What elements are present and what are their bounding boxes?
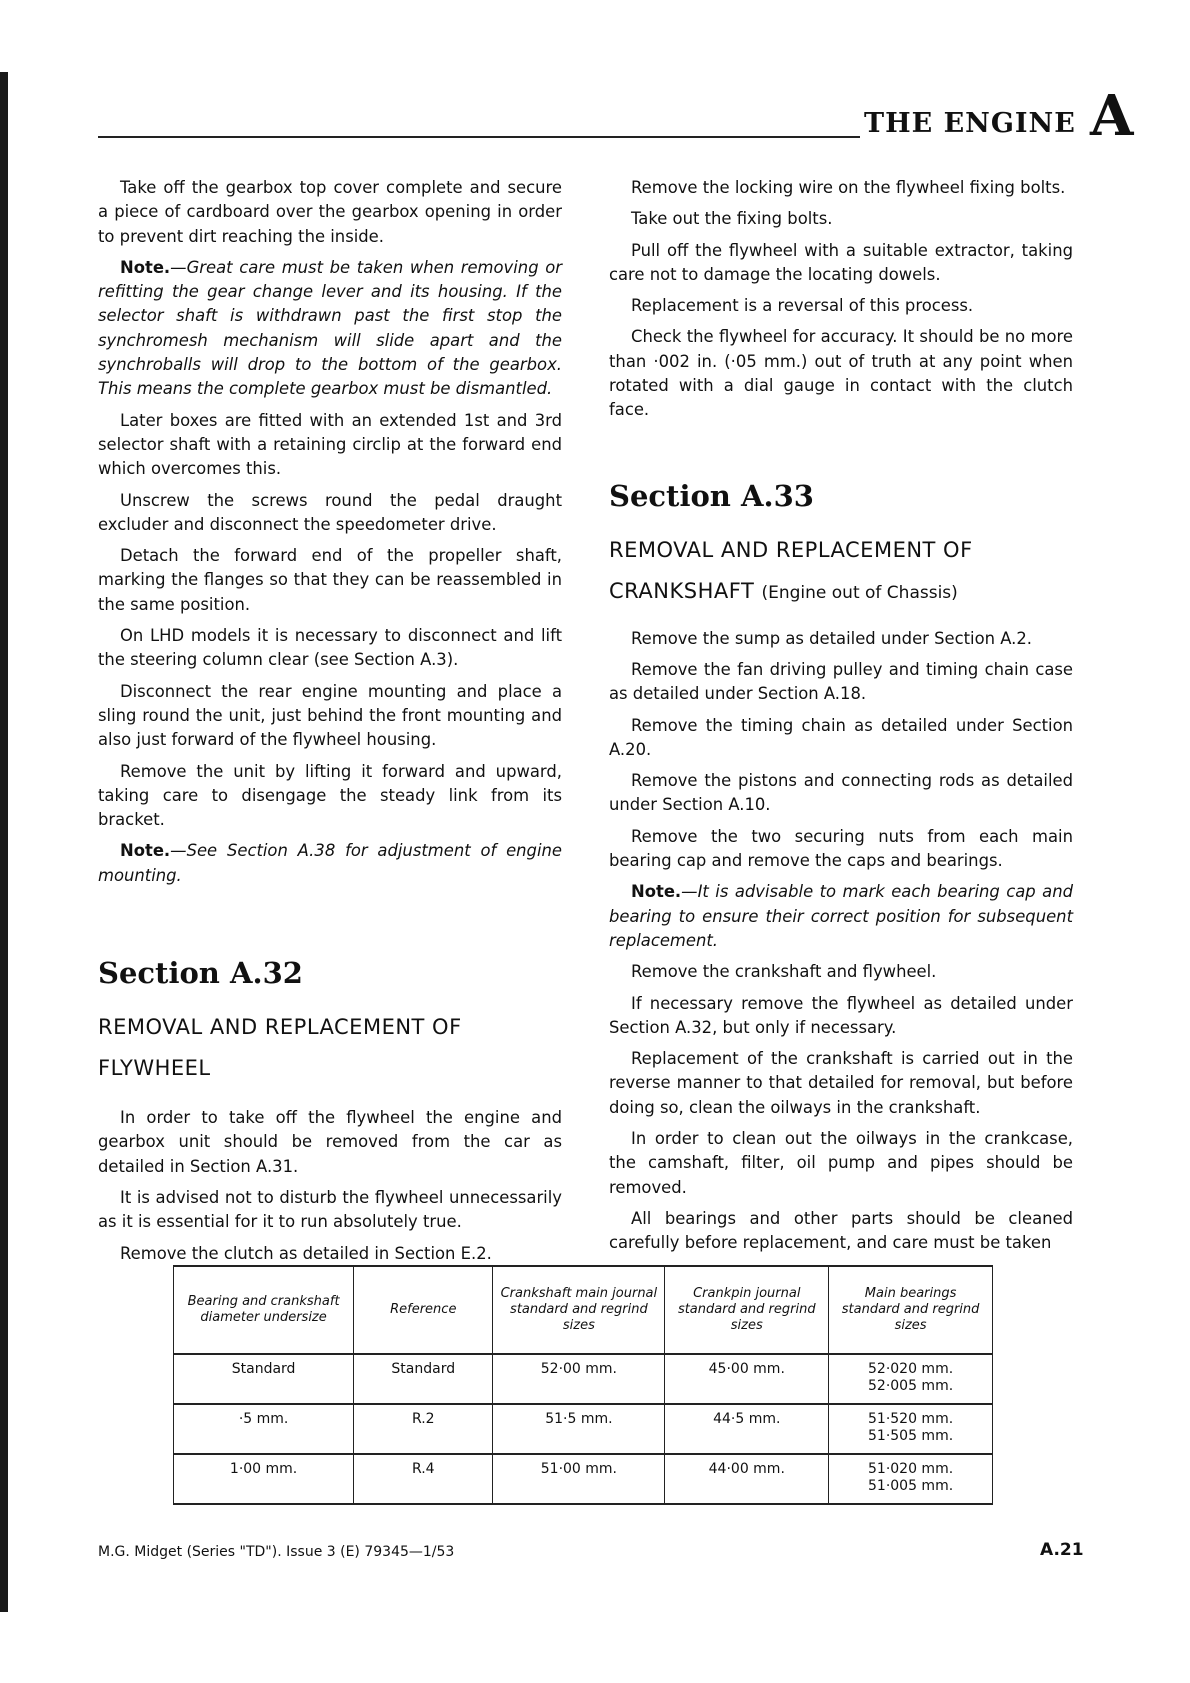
column-header: Bearing and crankshaft diameter undersize (174, 1266, 354, 1354)
right-column (609, 176, 1073, 1263)
paragraph: Remove the fan driving pulley and timing chain case as detailed under Section A.18. (609, 659, 1073, 704)
header-rule (98, 136, 860, 138)
paragraph: Detach the forward end of the propeller shaft, marking the flanges so that they can be reassembled in the same position. (98, 546, 562, 614)
table-cell: Standard (174, 1354, 354, 1404)
paragraph: Remove the unit by lifting it forward and upward, taking care to disengage the steady link from its bracket. (98, 761, 562, 830)
note-paragraph (98, 256, 562, 402)
section-subheading: REMOVAL AND REPLACEMENT OF (609, 537, 973, 562)
paragraph: Pull off the flywheel with a suitable extractor, taking care not to damage the locating dowels. (609, 240, 1073, 284)
chapter-letter: A (1090, 83, 1134, 149)
section-subheading: FLYWHEEL (98, 1056, 211, 1081)
section-subheading: REMOVAL AND REPLACEMENT OF (98, 1015, 462, 1040)
running-header-title: THE ENGINE (864, 108, 1076, 139)
paragraph: Take out the fixing bolts. (631, 209, 833, 229)
column-header: Main bearings standard and regrind sizes (829, 1266, 993, 1354)
paragraph: All bearings and other parts should be cleaned carefully before replacement, and care must be taken (609, 1208, 1073, 1253)
table-cell: Standard (354, 1354, 493, 1404)
paragraph: Remove the timing chain as detailed under Section A.20. (609, 715, 1073, 759)
note-text: —It is advisable to mark each bearing cap and bearing to ensure their correct position for subsequent replacement. (609, 882, 1073, 950)
page-number: A.21 (1040, 1540, 1084, 1560)
section-subheading (609, 574, 1073, 610)
table-cell: 51·00 mm. (493, 1454, 665, 1504)
section-heading-a33: Section A.33 (609, 478, 814, 513)
table-cell: 44·5 mm. (665, 1404, 829, 1454)
subheading-main: CRANKSHAFT (609, 578, 755, 603)
table-header-row (174, 1266, 993, 1354)
left-column (98, 176, 562, 1273)
paragraph: Later boxes are fitted with an extended 1st and 3rd selector shaft with a retaining circlip at the forward end which overcomes this. (98, 410, 562, 479)
table-cell: 52·020 mm. 52·005 mm. (829, 1354, 993, 1404)
paragraph: On LHD models it is necessary to disconnect and lift the steering column clear (see Section A.3). (98, 626, 562, 670)
table-cell: 51·5 mm. (493, 1404, 665, 1454)
table-cell: R.4 (354, 1454, 493, 1504)
paragraph: Remove the two securing nuts from each main bearing cap and remove the caps and bearings. (609, 826, 1073, 871)
paragraph: Remove the clutch as detailed in Section E.2. (120, 1243, 492, 1263)
paragraph: Remove the crankshaft and flywheel. (631, 962, 937, 982)
subheading-qualifier: (Engine out of Chassis) (761, 582, 958, 603)
paragraph: Unscrew the screws round the pedal draught excluder and disconnect the speedometer drive. (98, 490, 562, 534)
table-cell: R.2 (354, 1404, 493, 1454)
paragraph: If necessary remove the flywheel as detailed under Section A.32, but only if necessary. (609, 993, 1073, 1037)
paragraph: Replacement of the crankshaft is carried out in the reverse manner to that detailed for removal, but before doing so, clean the oilways in the crankshaft. (609, 1049, 1073, 1117)
table-cell: 51·520 mm. 51·505 mm. (829, 1404, 993, 1454)
note-paragraph (609, 880, 1073, 953)
paragraph: Check the flywheel for accuracy. It should be no more than ·002 in. (·05 mm.) out of truth at any point when rotated with a dial gauge in contact with the clutch face. (609, 327, 1073, 420)
footer-publication-info: M.G. Midget (Series "TD"). Issue 3 (E) 79345—1/53 (98, 1544, 455, 1560)
table-row (174, 1354, 993, 1404)
paragraph: In order to take off the flywheel the engine and gearbox unit should be removed from the car as detailed in Section A.31. (98, 1108, 562, 1176)
note-label: Note. (120, 257, 171, 277)
table-cell: 51·020 mm. 51·005 mm. (829, 1454, 993, 1504)
table-cell: 52·00 mm. (493, 1354, 665, 1404)
section-heading-a32: Section A.32 (98, 956, 303, 991)
paragraph: Take off the gearbox top cover complete and secure a piece of cardboard over the gearbox opening in order to prevent dirt reaching the inside. (98, 178, 562, 246)
note-label: Note. (120, 841, 171, 861)
paragraph: Remove the pistons and connecting rods as detailed under Section A.10. (609, 771, 1073, 815)
column-header: Crankshaft main journal standard and regrind sizes (493, 1266, 665, 1354)
table-cell: 1·00 mm. (174, 1454, 354, 1504)
table-row (174, 1454, 993, 1504)
paragraph: Remove the sump as detailed under Section A.2. (631, 628, 1032, 648)
paragraph: Remove the locking wire on the flywheel fixing bolts. (631, 178, 1066, 197)
table-cell: 44·00 mm. (665, 1454, 829, 1504)
paragraph: Replacement is a reversal of this process. (631, 296, 974, 316)
paragraph: In order to clean out the oilways in the crankcase, the camshaft, filter, oil pump and pipes should be removed. (609, 1129, 1073, 1197)
table-row (174, 1404, 993, 1454)
paragraph: It is advised not to disturb the flywheel unnecessarily as it is essential for it to run absolutely true. (98, 1187, 562, 1232)
bearing-sizes-table (173, 1265, 993, 1505)
binding-edge (0, 72, 8, 1612)
note-text: —See Section A.38 for adjustment of engine mounting. (98, 841, 562, 885)
note-label: Note. (631, 882, 682, 902)
note-text: —Great care must be taken when removing or refitting the gear change lever and its housing. If the selector shaft is withdrawn past the first stop the synchromesh mechanism will slide apart and the synchroballs will drop to the bottom of the gearbox. This means the complete gearbox must be dismantled. (98, 257, 562, 399)
table-cell: 45·00 mm. (665, 1354, 829, 1404)
table-cell: ·5 mm. (174, 1404, 354, 1454)
paragraph: Disconnect the rear engine mounting and place a sling round the unit, just behind the front mounting and also just forward of the flywheel housing. (98, 681, 562, 750)
column-header: Reference (354, 1266, 493, 1354)
note-paragraph (98, 839, 562, 888)
column-header: Crankpin journal standard and regrind sizes (665, 1266, 829, 1354)
